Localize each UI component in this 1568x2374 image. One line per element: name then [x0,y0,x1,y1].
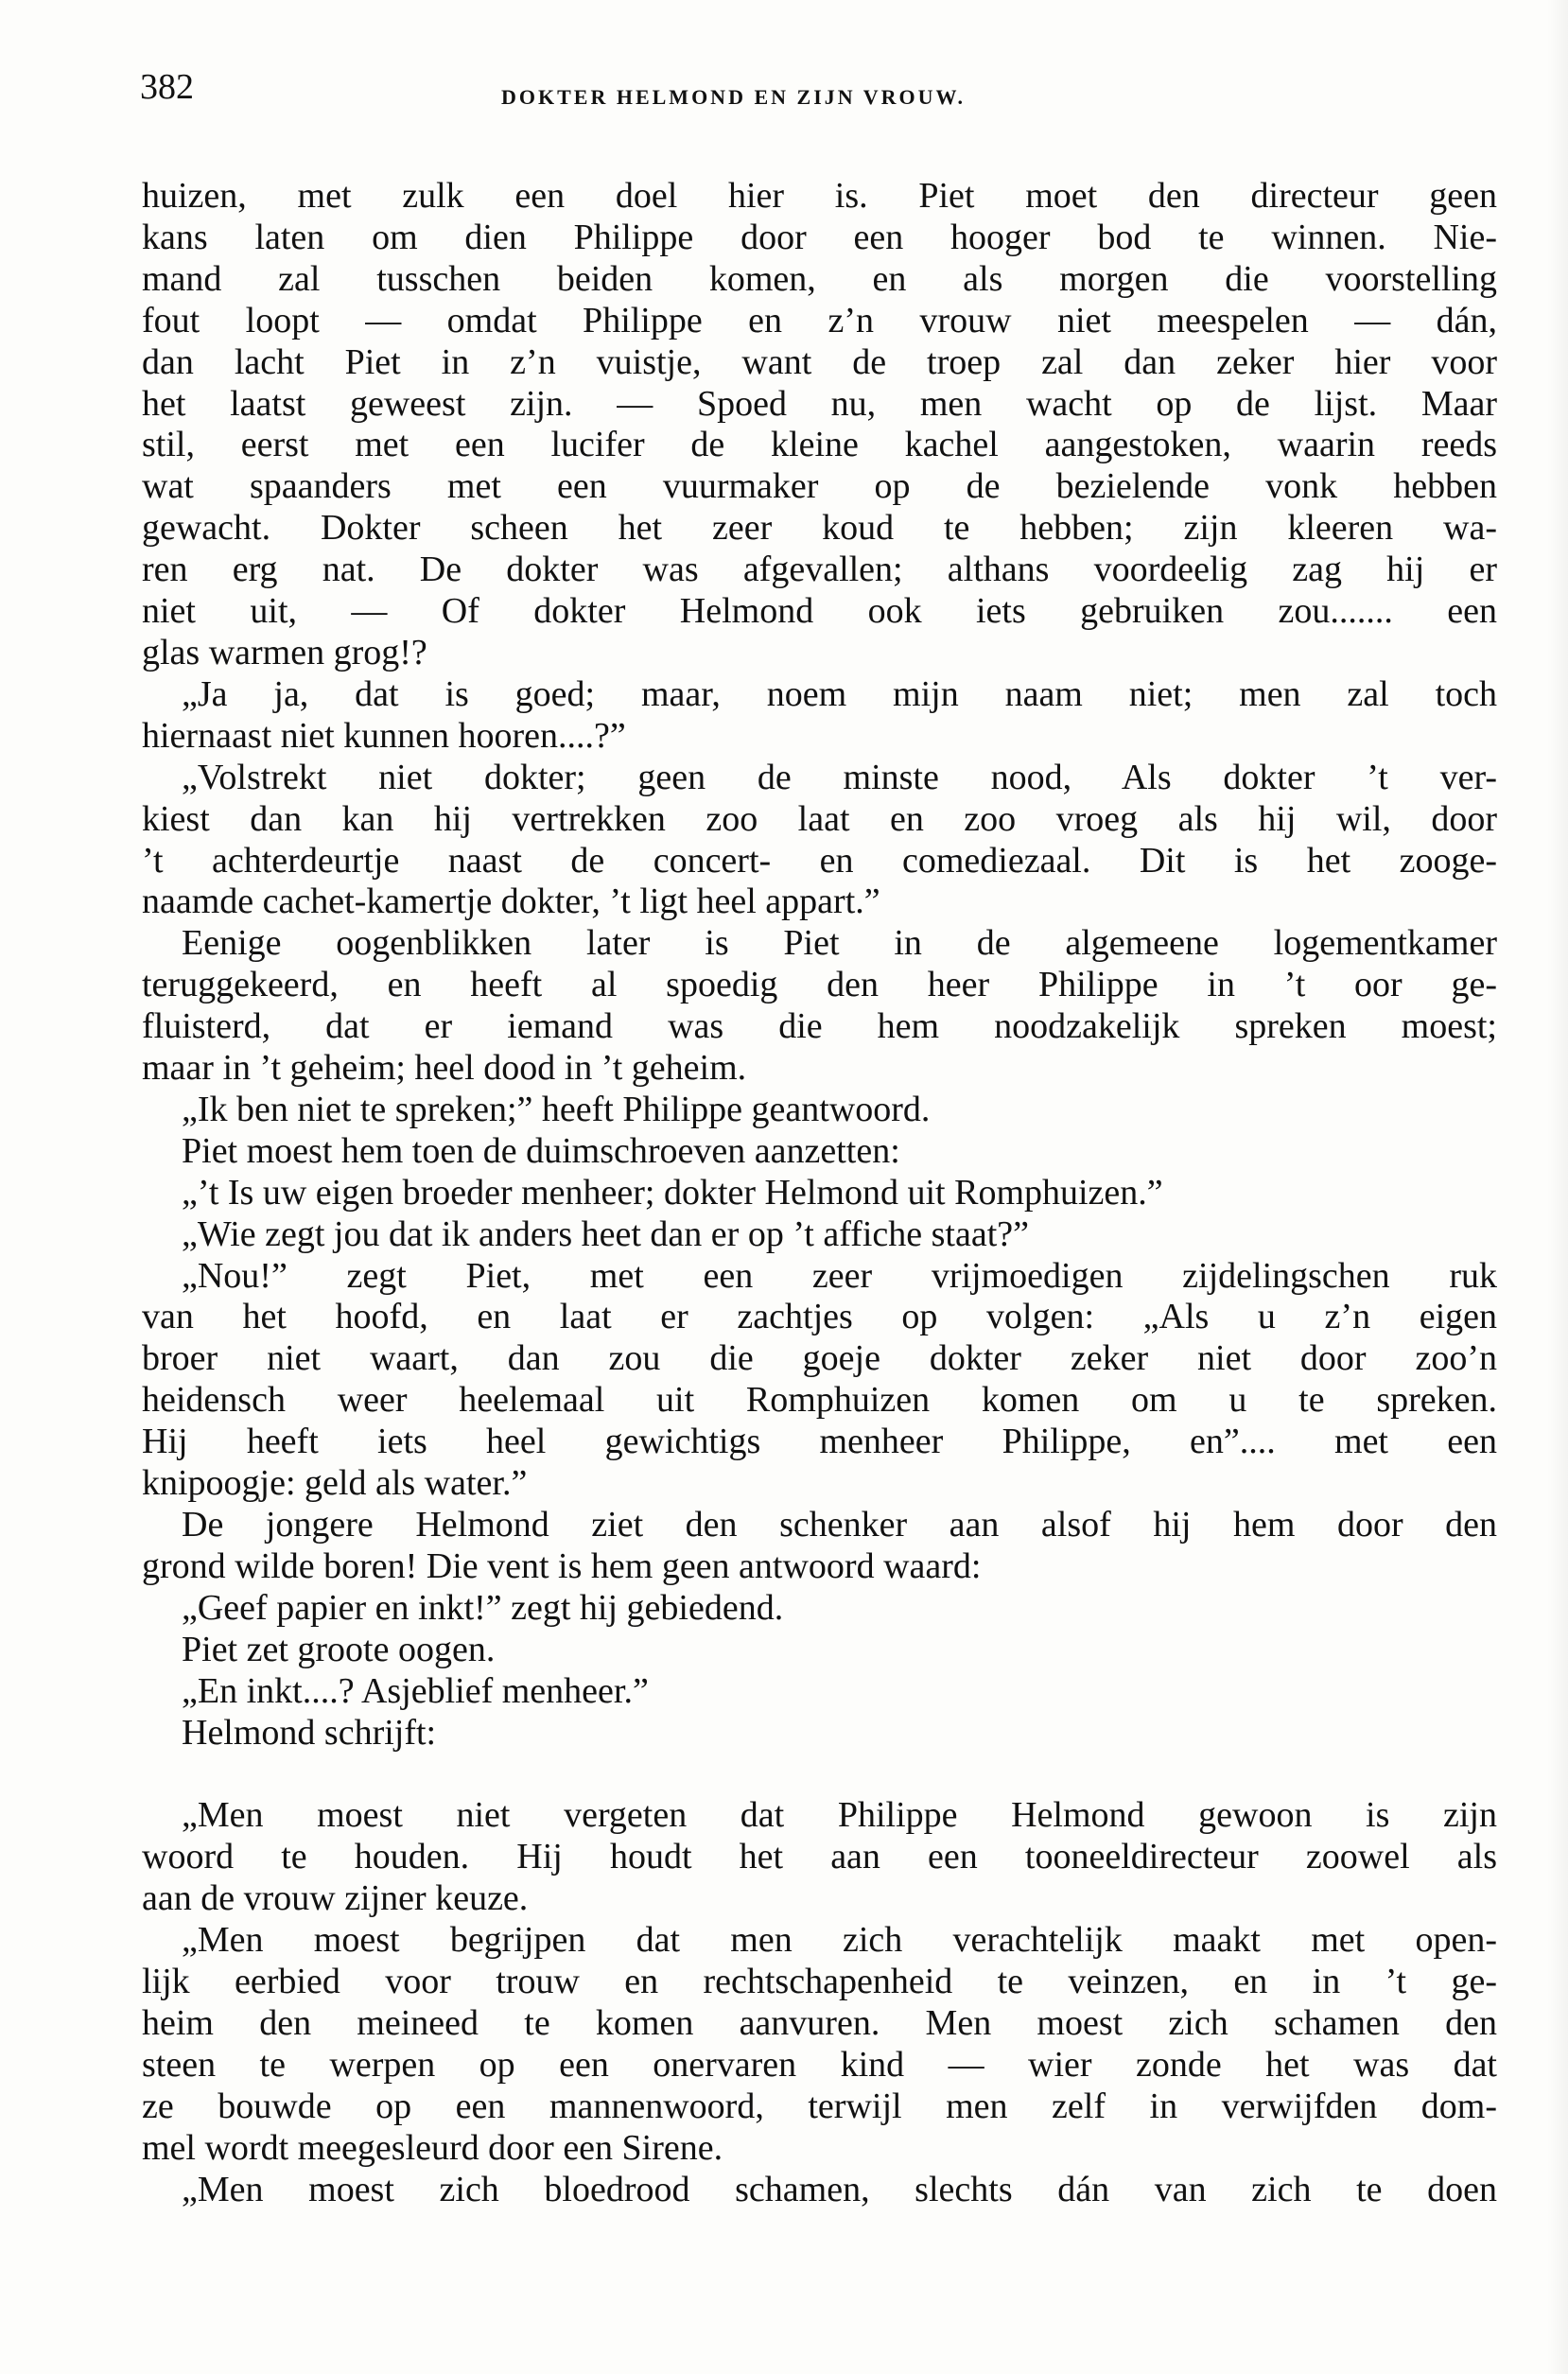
text-line: „Ja ja, dat is goed; maar, noem mijn naam niet; men zal toch [182,673,1497,714]
text-line: niet uit, — Of dokter Helmond ook iets gebruiken zou....... een [142,591,1497,632]
text-line: „Ik ben niet te spreken;” heeft Philippe geantwoord. [182,1089,931,1129]
text-line: De jongere Helmond ziet den schenker aan alsof hij hem door den [182,1505,1497,1545]
page-header [140,66,1502,123]
text-line: broer niet waart, dan zou die goeje dokter zeker niet door zoo’n [142,1338,1497,1379]
text-line: knipoogje: geld als water.” [142,1463,528,1504]
text-line: van het hoofd, en laat er zachtjes op volgen: „Als u z’n eigen [142,1297,1497,1337]
running-title: DOKTER HELMOND EN ZIJN VROUW. [501,85,967,109]
text-line: heidensch weer heelemaal uit Romphuizen komen om u te spreken. [142,1380,1497,1421]
text-line: Helmond schrijft: [182,1712,437,1753]
text-line: „Men moest niet vergeten dat Philippe Helmond gewoon is zijn [182,1795,1497,1836]
text-line: teruggekeerd, en heeft al spoedig den heer Philippe in ’t oor ge- [142,965,1497,1005]
text-line: glas warmen grog!? [142,632,427,672]
page-edge-shadow [1547,0,1568,2374]
text-line: Hij heeft iets heel gewichtigs menheer Philippe, en”.... met een [142,1422,1497,1462]
text-line: grond wilde boren! Die vent is hem geen antwoord waard: [142,1545,982,1586]
text-line: gewacht. Dokter scheen het zeer koud te hebben; zijn kleeren wa- [142,508,1497,549]
text-line: fout loopt — omdat Philippe en z’n vrouw niet meespelen — dán, [142,300,1497,340]
body-text [142,176,1497,2211]
text-line: huizen, met zulk een doel hier is. Piet moet den directeur geen [142,176,1497,216]
page-number: 382 [140,67,194,107]
text-line: Eenige oogenblikken later is Piet in de algemeene logementkamer [182,923,1497,964]
text-line: ’t achterdeurtje naast de concert- en comediezaal. Dit is het zooge- [142,840,1497,881]
text-line: steen te werpen op een onervaren kind — wier zonde het was dat [142,2044,1497,2085]
paragraph-gap [142,1754,1497,1795]
text-line: ze bouwde op een mannenwoord, terwijl men zelf in verwijfden dom- [142,2086,1497,2126]
text-line: „Wie zegt jou dat ik anders heet dan er op ’t affiche staat?” [182,1213,1029,1254]
text-line: lijk eerbied voor trouw en rechtschapenheid te veinzen, en in ’t ge- [142,1962,1497,2002]
text-line: dan lacht Piet in z’n vuistje, want de troep zal dan zeker hier voor [142,341,1497,382]
text-line: maar in ’t geheim; heel dood in ’t geheim. [142,1048,747,1089]
text-line: „Men moest zich bloedrood schamen, slechts dán van zich te doen [182,2169,1497,2209]
text-line: fluisterd, dat er iemand was die hem noodzakelijk spreken moest; [142,1006,1497,1047]
text-line: het laatst geweest zijn. — Spoed nu, men wacht op de lijst. Maar [142,383,1497,424]
text-line: naamde cachet-kamertje dokter, ’t ligt heel appart.” [142,882,880,922]
text-line: kans laten om dien Philippe door een hooger bod te winnen. Nie- [142,217,1497,257]
text-line: „Geef papier en inkt!” zegt hij gebiedend. [182,1587,784,1628]
text-line: wat spaanders met een vuurmaker op de bezielende vonk hebben [142,466,1497,507]
text-line: stil, eerst met een lucifer de kleine kachel aangestoken, waarin reeds [142,425,1497,465]
text-line: hiernaast niet kunnen hooren....?” [142,715,626,756]
text-line: woord te houden. Hij houdt het aan een tooneeldirecteur zoowel als [142,1837,1497,1877]
text-line: aan de vrouw zijner keuze. [142,1878,529,1919]
text-line: „’t Is uw eigen broeder menheer; dokter Helmond uit Romphuizen.” [182,1172,1163,1213]
text-line: Piet moest hem toen de duimschroeven aanzetten: [182,1130,900,1171]
text-line: heim den meineed te komen aanvuren. Men moest zich schamen den [142,2002,1497,2043]
text-line: ren erg nat. De dokter was afgevallen; althans voordeelig zag hij er [142,550,1497,590]
text-line: mand zal tusschen beiden komen, en als morgen die voorstelling [142,258,1497,299]
text-line: Piet zet groote oogen. [182,1629,496,1669]
text-line: „Nou!” zegt Piet, met een zeer vrijmoedigen zijdelingschen ruk [182,1255,1497,1296]
text-line: „Volstrekt niet dokter; geen de minste nood, Als dokter ’t ver- [182,757,1497,797]
text-line: „En inkt....? Asjeblief menheer.” [182,1670,649,1711]
text-line: „Men moest begrijpen dat men zich verachtelijk maakt met open- [182,1920,1497,1961]
text-line: kiest dan kan hij vertrekken zoo laat en zoo vroeg als hij wil, door [142,798,1497,839]
text-line: mel wordt meegesleurd door een Sirene. [142,2127,723,2168]
